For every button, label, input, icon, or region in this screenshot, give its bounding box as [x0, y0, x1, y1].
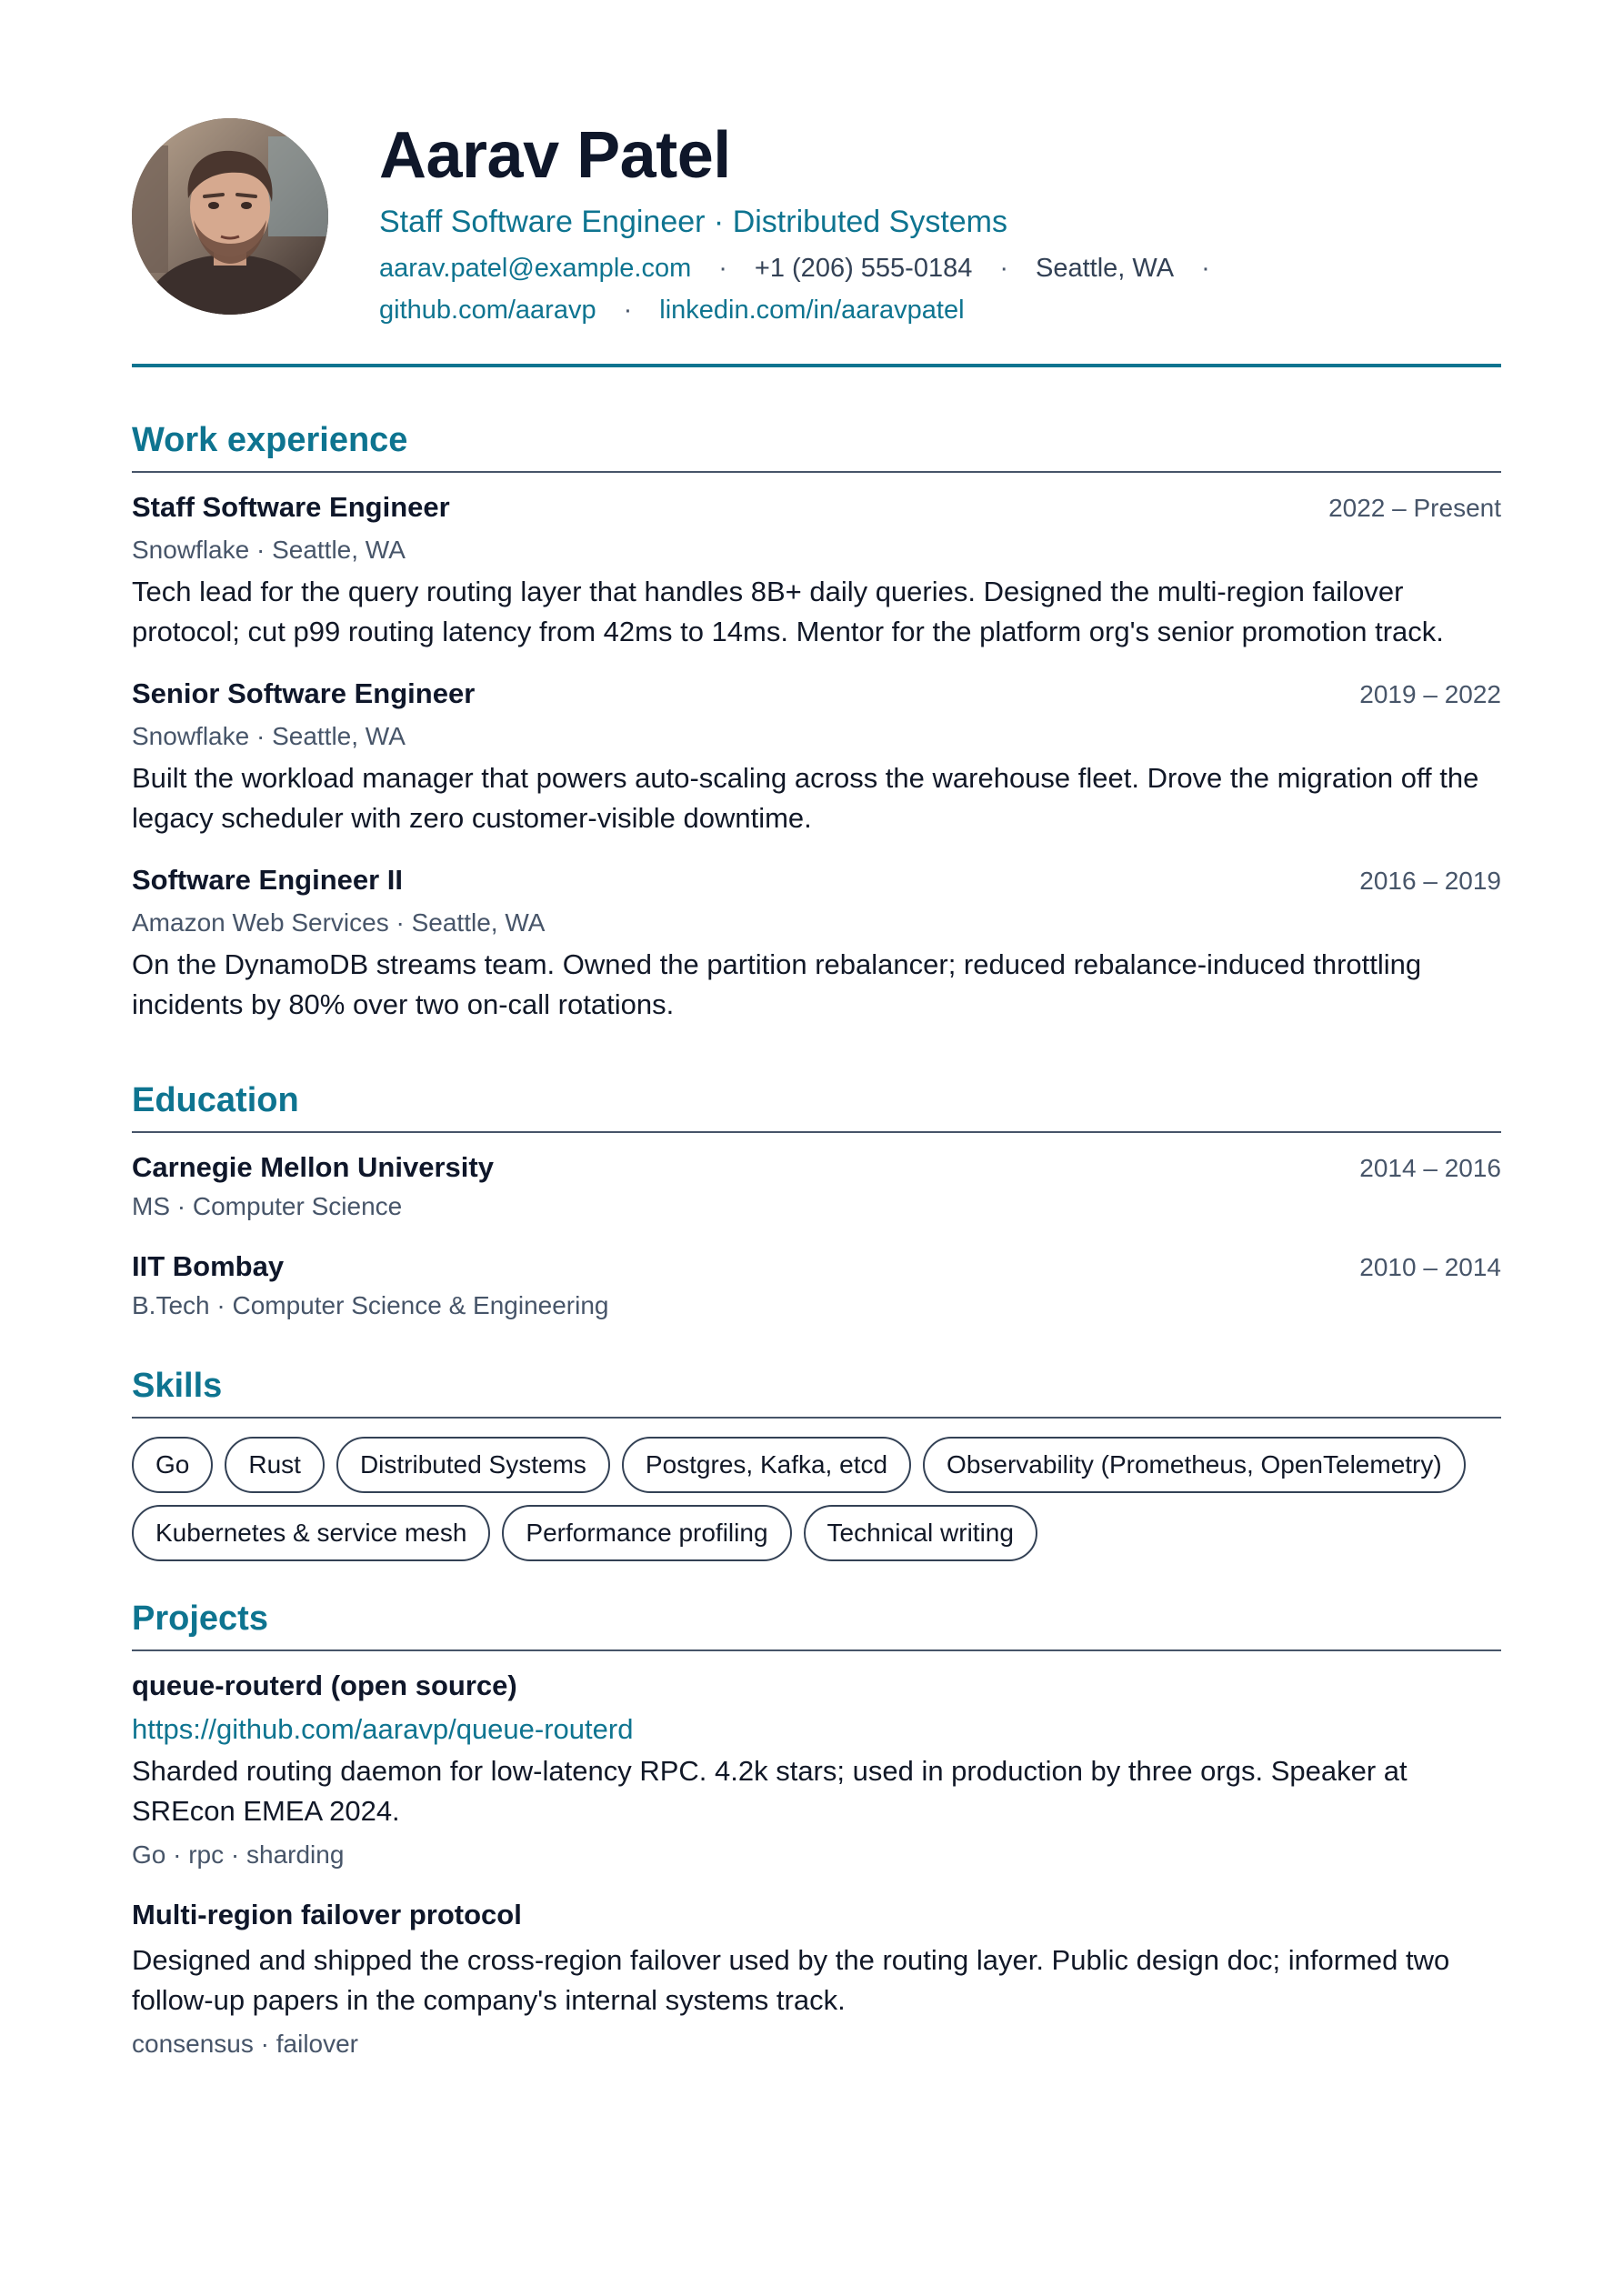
avatar-photo — [132, 118, 328, 315]
project-name: queue-routerd (open source) — [132, 1669, 517, 1701]
skill-chip: Observability (Prometheus, OpenTelemetry) — [923, 1437, 1466, 1493]
email-link[interactable]: aarav.patel@example.com — [379, 254, 692, 283]
avatar — [132, 118, 328, 315]
projects-section — [132, 1599, 1501, 2062]
education-entry — [132, 1149, 1501, 1225]
separator: · — [999, 254, 1009, 283]
separator: · — [1201, 254, 1210, 283]
school-name: IIT Bombay — [132, 1250, 285, 1282]
github-link[interactable]: github.com/aaravp — [379, 296, 596, 325]
degree-text: MS · Computer Science — [132, 1192, 403, 1220]
job-description: On the DynamoDB streams team. Owned the partition rebalancer; reduced rebalance-induced throttling incidents by 80% over two on-call rotations. — [132, 948, 1422, 1020]
contact-line-2 — [379, 289, 1237, 331]
project-tags: consensus · failover — [132, 2030, 359, 2058]
skill-chip: Distributed Systems — [336, 1437, 610, 1493]
school-dates: 2014 – 2016 — [1359, 1154, 1501, 1182]
skills-section — [132, 1366, 1501, 1561]
phone-text: +1 (206) 555-0184 — [754, 254, 973, 283]
job-dates: 2016 – 2019 — [1359, 867, 1501, 895]
work-entry — [132, 489, 1501, 652]
work-entry — [132, 862, 1501, 1025]
skill-chip: Postgres, Kafka, etcd — [622, 1437, 911, 1493]
project-link[interactable]: https://github.com/aaravp/queue-routerd — [132, 1713, 634, 1745]
school-name: Carnegie Mellon University — [132, 1151, 494, 1183]
school-dates: 2010 – 2014 — [1359, 1253, 1501, 1281]
separator: · — [623, 296, 633, 325]
project-entry — [132, 1897, 1501, 2062]
person-name: Aarav Patel — [379, 119, 731, 192]
job-org: Amazon Web Services · Seattle, WA — [132, 908, 546, 937]
project-description: Sharded routing daemon for low-latency RPC. 4.2k stars; used in production by three orgs. Speaker at SREcon EMEA 2024. — [132, 1755, 1408, 1827]
location-text: Seattle, WA — [1036, 254, 1175, 283]
job-title: Senior Software Engineer — [132, 677, 476, 709]
header-info — [379, 118, 1237, 331]
work-entry — [132, 676, 1501, 838]
person-title: Staff Software Engineer · Distributed Systems — [379, 205, 1008, 239]
education-section — [132, 1080, 1501, 1324]
skill-chip: Go — [132, 1437, 213, 1493]
skill-chip: Kubernetes & service mesh — [132, 1505, 490, 1561]
header-divider — [132, 364, 1501, 367]
skill-chip: Rust — [225, 1437, 325, 1493]
work-section — [132, 420, 1501, 1025]
contact-line-1 — [379, 247, 1237, 289]
project-description: Designed and shipped the cross-region failover used by the routing layer. Public design doc; informed two follow-up papers in the company's internal systems track. — [132, 1944, 1450, 2016]
separator: · — [718, 254, 727, 283]
degree-text: B.Tech · Computer Science & Engineering — [132, 1291, 609, 1319]
job-org: Snowflake · Seattle, WA — [132, 722, 406, 750]
job-dates: 2019 – 2022 — [1359, 680, 1501, 708]
skill-chip: Performance profiling — [502, 1505, 791, 1561]
project-name: Multi-region failover protocol — [132, 1899, 522, 1930]
project-tags: Go · rpc · sharding — [132, 1840, 345, 1869]
skill-chip: Technical writing — [804, 1505, 1037, 1561]
job-description: Built the workload manager that powers auto-scaling across the warehouse fleet. Drove the migration off the legacy scheduler with zero customer-visible downtime. — [132, 762, 1479, 834]
section-title: Projects — [132, 1599, 1501, 1651]
section-title: Work experience — [132, 420, 1501, 473]
education-entry — [132, 1248, 1501, 1324]
job-title: Staff Software Engineer — [132, 491, 450, 523]
section-title: Skills — [132, 1366, 1501, 1419]
skills-list — [132, 1437, 1501, 1561]
resume-header — [132, 118, 1501, 364]
section-title: Education — [132, 1080, 1501, 1133]
job-org: Snowflake · Seattle, WA — [132, 536, 406, 564]
job-dates: 2022 – Present — [1328, 494, 1501, 522]
job-description: Tech lead for the query routing layer that handles 8B+ daily queries. Designed the multi-region failover protocol; cut p99 routing latency from 42ms to 14ms. Mentor for the platform org's senior promotion track. — [132, 576, 1444, 647]
project-entry — [132, 1668, 1501, 1873]
job-title: Software Engineer II — [132, 864, 404, 896]
linkedin-link[interactable]: linkedin.com/in/aaravpatel — [659, 296, 965, 325]
